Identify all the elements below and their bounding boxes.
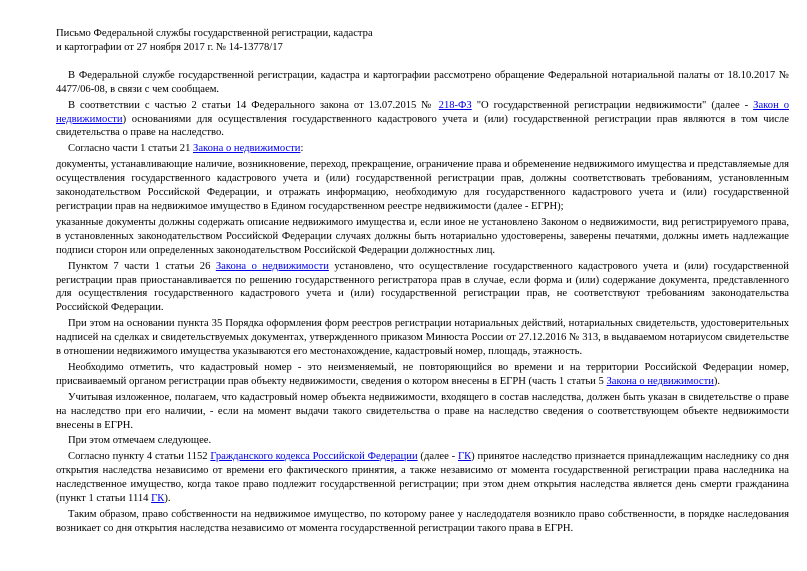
paragraph-9: Учитывая изложенное, полагаем, что кадастровый номер объекта недвижимости, входящего в состав наследства, должен быть указан в свидетельстве о праве на наследство при его наличии, - если на момент выдачи такого свидетельства о праве на наследство сведения о соответствующем объекте недвижимости внесены в ЕГРН. xyxy=(56,391,789,431)
paragraph-11-text-1: Согласно пункту 4 статьи 1152 xyxy=(68,451,211,463)
paragraph-8-text-1: Необходимо отметить, что кадастровый номер - это неизменяемый, не повторяющийся во времени и на территории Российской Федерации номер, присваиваемый органом регистрации прав объекту недвижимости, сведения о котором внесены в ЕГРН (часть 1 статьи 5 xyxy=(56,361,789,387)
real-estate-law-link[interactable]: Закон о недвижимости xyxy=(56,99,789,125)
gk-link[interactable]: ГК xyxy=(457,451,472,463)
paragraph-8 xyxy=(56,361,789,389)
paragraph-5: указанные документы должны содержать описание недвижимого имущества и, если иное не установлено Законом о недвижимости, вид регистрируемого права, в установленных законодательством Российской Федерации случаях должны быть нотариально удостоверены, заверены печатями, должны иметь надлежащие подписи сторон или определенных законодательством Российской Федерации должностных лиц. xyxy=(56,216,789,256)
letter-title xyxy=(56,27,789,55)
paragraph-11 xyxy=(56,450,789,506)
paragraph-6-text-1: Пунктом 7 части 1 статьи 26 xyxy=(68,260,216,272)
title-line-2: и картографии от 27 ноября 2017 г. № 14-13778/17 xyxy=(56,41,283,53)
paragraph-4: документы, устанавливающие наличие, возникновение, переход, прекращение, ограничение права и обременение недвижимого имущества и представляемые для осуществления государственного кадастрового учета и (или) государственной регистрации прав, должны соответствовать требованиям, установленным законодательством Российской Федерации, и отражать информацию, необходимую для государственного кадастрового учета и (или) государственной регистрации прав на недвижимое имущество в Едином государственном реестре недвижимости (далее - ЕГРН); xyxy=(56,159,789,212)
paragraph-11-text-2: (далее - xyxy=(417,451,458,463)
paragraph-6 xyxy=(56,260,789,316)
paragraph-2-text-3: ) основаниями для осуществления государственного кадастрового учета и (или) государственной регистрации прав являются в том числе свидетельства о праве на наследство. xyxy=(56,113,789,139)
paragraph-11-text-3: ) принятое наследство признается принадлежащим наследнику со дня открытия наследства независимо от времени его фактического принятия, а также независимо от момента государственной регистрации права наследника на наследственное имущество, когда такое право подлежит государственной регистрации; при этом днем открытия наследства является день смерти гражданина (пункт 1 статьи 1114 xyxy=(56,451,789,505)
paragraph-12: Таким образом, право собственности на недвижимое имущество, по которому ранее у наследодателя возникло право собственности, в порядке наследования возникает со дня открытия наследства независимо от момента государственной регистрации такого права в ЕГРН. xyxy=(56,509,789,534)
paragraph-3 xyxy=(56,142,789,156)
paragraph-8-text-2: ). xyxy=(713,375,721,387)
paragraph-3-text-1: Согласно части 1 статьи 21 xyxy=(68,143,194,155)
paragraph-7: При этом на основании пункта 35 Порядка оформления форм реестров регистрации нотариальных действий, нотариальных свидетельств, удостоверительных надписей на сделках и свидетельствуемых документах, утвержденного приказом Минюста России от 27.12.2016 № 313, в выдаваемом нотариусом свидетельстве в отношении недвижимого имущества указываются его местонахождение, кадастровый номер, площадь, этажность. xyxy=(56,318,789,358)
paragraph-6-text-2: установлено, что осуществление государственного кадастрового учета и (или) государственной регистрации прав приостанавливается по решению государственного регистратора прав в случае, если форма и (или) содержание документа, представленного для осуществления государственного кадастрового учета и (или) государственной регистрации прав, не соответствуют требованиям законодательства Российской Федерации. xyxy=(56,260,789,314)
real-estate-law-link[interactable]: Закона о недвижимости xyxy=(215,260,329,272)
paragraph-2-text-2: "О государственной регистрации недвижимости" (далее - xyxy=(471,99,754,111)
paragraph-1: В Федеральной службе государственной регистрации, кадастра и картографии рассмотрено обращение Федеральной нотариальной палаты от 18.10.2017 № 4477/06-08, в связи с чем сообщаем. xyxy=(56,69,789,95)
civil-code-link[interactable]: Гражданского кодекса Российской Федерации xyxy=(210,451,418,463)
paragraph-11-text-4: ). xyxy=(164,493,171,505)
title-line-1: Письмо Федеральной службы государственной регистрации, кадастра xyxy=(56,28,373,39)
paragraph-2 xyxy=(56,99,789,141)
law-218-fz-link[interactable]: 218-ФЗ xyxy=(438,99,472,111)
paragraph-3-text-2: : xyxy=(300,143,304,155)
paragraph-10: При этом отмечаем следующее. xyxy=(68,435,212,447)
real-estate-law-link[interactable]: Закона о недвижимости xyxy=(606,375,714,387)
gk-link[interactable]: ГК xyxy=(151,493,165,505)
paragraph-2-text-1: В соответствии с частью 2 статьи 14 Федерального закона от 13.07.2015 № xyxy=(68,99,439,111)
real-estate-law-link[interactable]: Закона о недвижимости xyxy=(193,143,301,155)
